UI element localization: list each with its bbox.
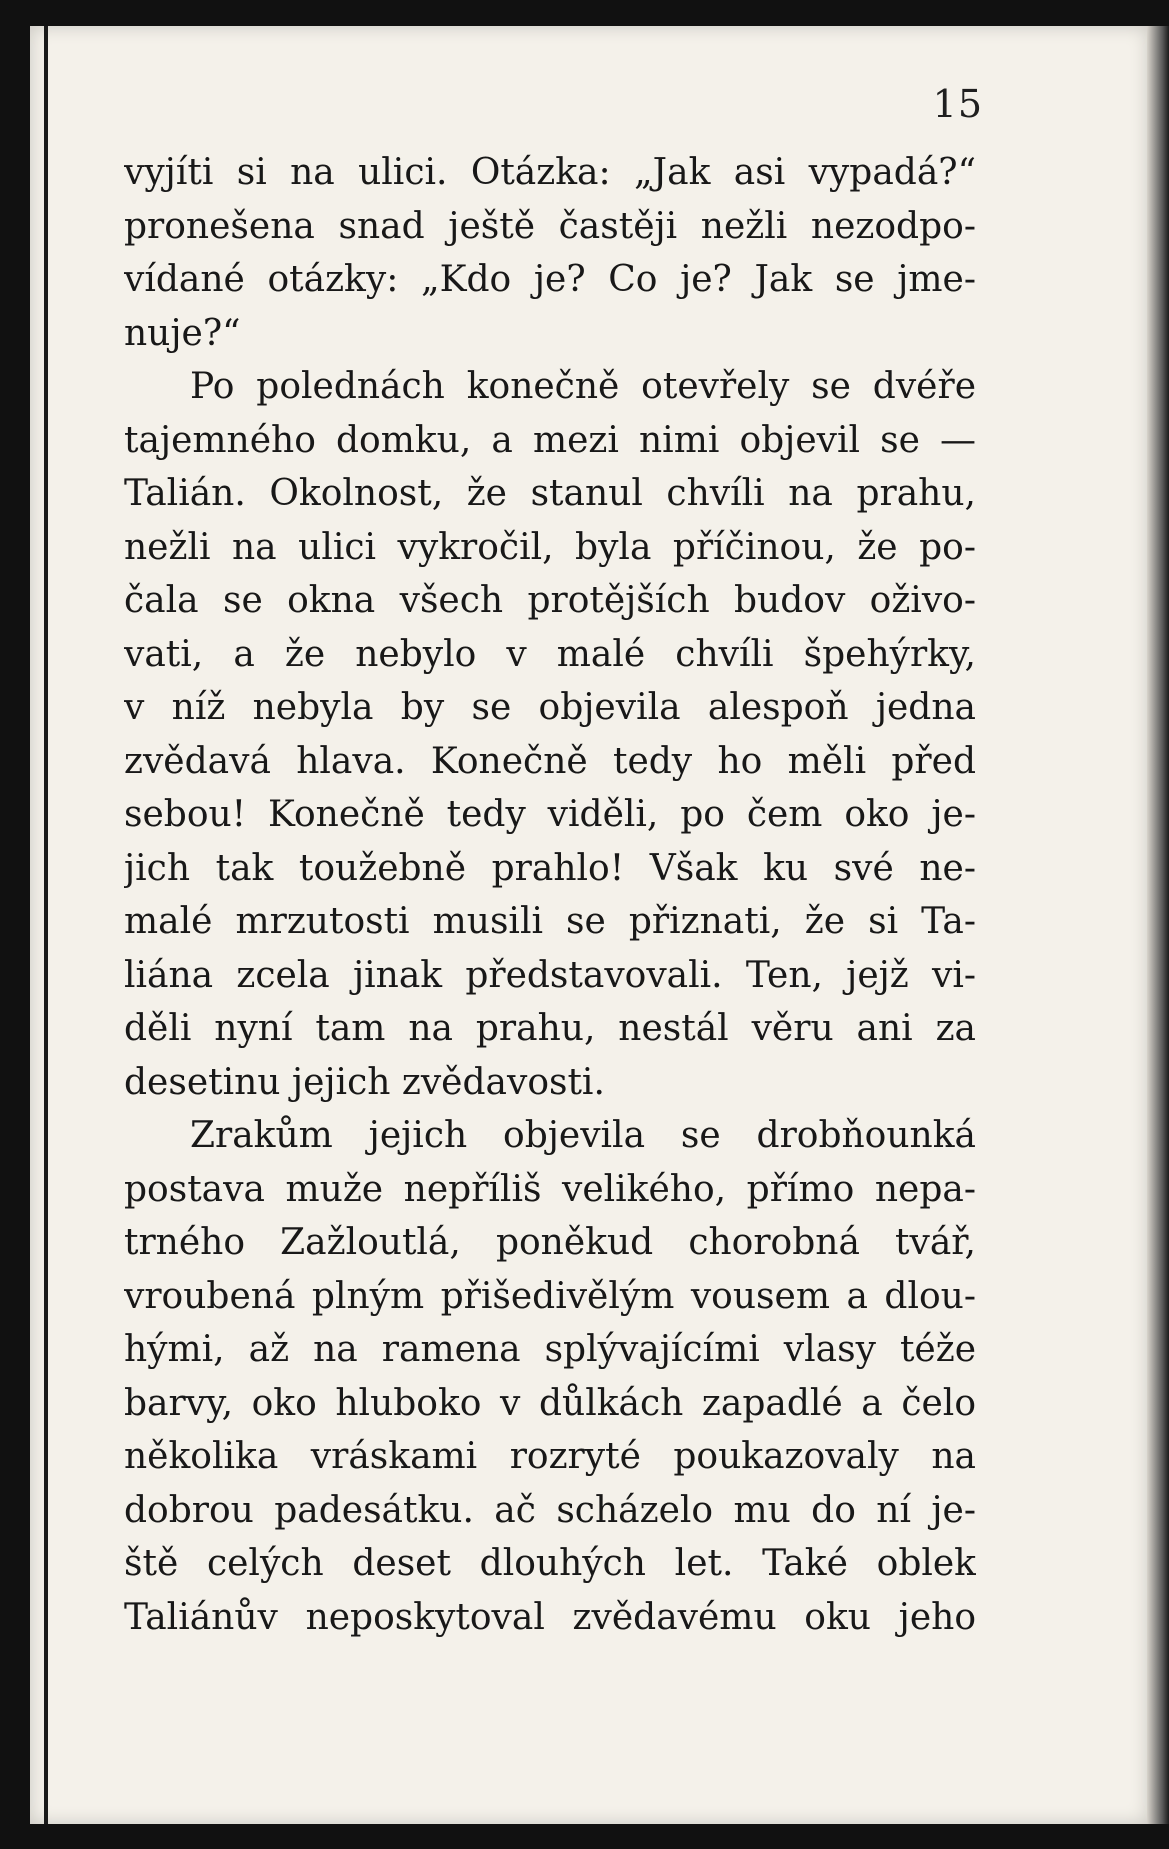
- text-line: postava muže nepříliš velikého, přímo nepa-: [124, 1168, 976, 1210]
- text-line: hými, až na ramena splývajícími vlasy téže: [124, 1329, 976, 1370]
- text-line: čala se okna všech protějších budov oživo-: [124, 580, 976, 621]
- text-line: nuje?“: [124, 312, 241, 354]
- text-line: trného Zažloutlá, poněkud chorobná tvář,: [124, 1222, 976, 1263]
- text-line: Taliánův neposkytoval zvědavému oku jeho: [124, 1596, 976, 1638]
- page-number: 15: [932, 82, 983, 126]
- text-line: vati, a že nebylo v malé chvíli špehýrky,: [124, 633, 976, 675]
- text-line: sebou! Konečně tedy viděli, po čem oko je-: [124, 794, 976, 835]
- text-line: zvědavá hlava. Konečně tedy ho měli před: [124, 740, 976, 782]
- text-line: jich tak toužebně prahlo! Však ku své ne-: [124, 847, 976, 889]
- text-line: pronešena snad ještě častěji nežli nezodpo-: [124, 205, 976, 247]
- text-line: Zrakům jejich objevila se drobňounká: [190, 1115, 976, 1156]
- text-line: tajemného domku, a mezi nimi objevil se —: [124, 419, 976, 461]
- binding-edge: [44, 26, 48, 1824]
- text-line: v níž nebyla by se objevila alespoň jedna: [124, 687, 976, 728]
- text-line: nežli na ulici vykročil, byla příčinou, že po-: [124, 526, 976, 568]
- text-line: liána zcela jinak představovali. Ten, jejž vi-: [124, 954, 976, 996]
- text-line: barvy, oko hluboko v důlkách zapadlé a čelo: [124, 1382, 976, 1424]
- text-line: vroubená plným přišedivělým vousem a dlou-: [124, 1275, 976, 1317]
- text-line: děli nyní tam na prahu, nestál věru ani za: [124, 1008, 976, 1049]
- text-line: malé mrzutosti musili se přiznati, že si Ta-: [124, 901, 976, 942]
- text-line: Po polednách konečně otevřely se dvéře: [190, 366, 976, 407]
- text-line: dobrou padesátku. ač scházelo mu do ní je-: [124, 1489, 976, 1531]
- text-line: vídané otázky: „Kdo je? Co je? Jak se jme-: [124, 259, 976, 300]
- text-line: Talián. Okolnost, že stanul chvíli na prahu,: [124, 473, 976, 514]
- body-text: [124, 146, 976, 1644]
- text-line: ště celých deset dlouhých let. Také oblek: [124, 1543, 976, 1584]
- text-line: vyjíti si na ulici. Otázka: „Jak asi vypadá?“: [124, 152, 976, 193]
- page-edge-shadow: [1147, 26, 1169, 1824]
- text-line: desetinu jejich zvědavosti.: [124, 1061, 605, 1103]
- text-line: několika vráskami rozryté poukazovaly na: [124, 1436, 976, 1477]
